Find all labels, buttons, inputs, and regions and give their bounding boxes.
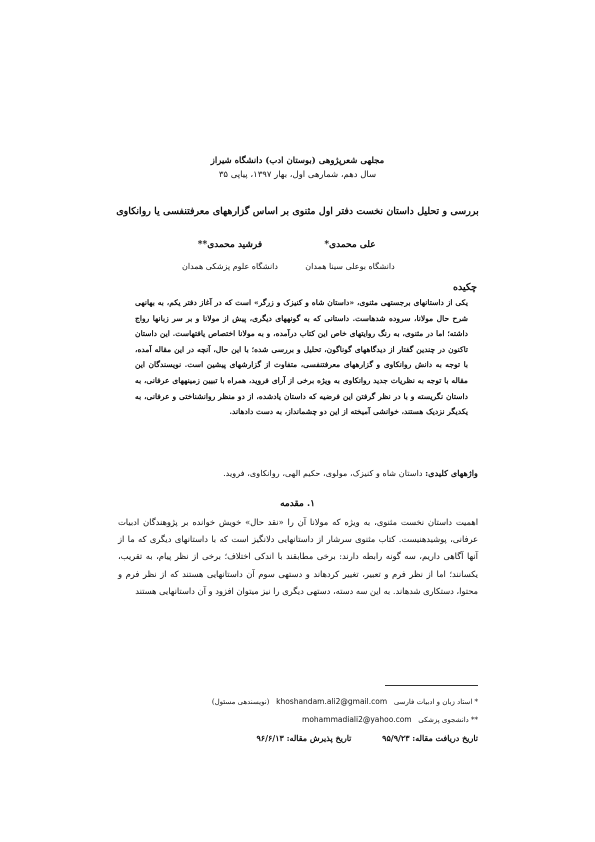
footnote-1-note: (نویسندهی مسئول)	[211, 698, 270, 706]
journal-name: مجلهی شعرپژوهی (بوستان ادب) دانشگاه شیراز	[210, 156, 385, 166]
author-2-affiliation: دانشگاه علوم پزشکی همدان	[182, 262, 278, 271]
author-2-name: فرشید محمدی**	[197, 240, 263, 250]
article-title: بررسی و تحلیل داستان نخست دفتر اول مثنوی بر اساس گزارههای معرفتنفسی یا روانکاوی	[116, 206, 479, 217]
author-1-name: علی محمدی*	[324, 240, 376, 250]
keywords	[135, 466, 478, 480]
keywords-label: واژههای کلیدی:	[425, 468, 478, 478]
footnote-1-text: * استاد زبان و ادبیات فارسی	[393, 698, 478, 706]
author-1-affiliation: دانشگاه بوعلی سینا همدان	[305, 262, 395, 271]
section-heading: ۱. مقدمه	[280, 499, 315, 509]
article-dates	[118, 733, 478, 743]
abstract-text: یکی از داستانهای برجستهی مثنوی، «داستان شاه و کنیزک و زرگر» است که در آغاز دفتر یکم، به بهانهی شرح حال مولانا، سروده شدهاست. داستانی که به گونههای دیگری، پیش از مولانا و بر سر زبانها رواج داشته؛ اما در مثنوی، به رنگ روایتهای خاص این کتاب درآمده، و به مولانا اختصاص یافتهاست. این داستان تاکنون در چندین گفتار از دیدگاههای گوناگون، تحلیل و بررسی شده؛ با این حال، آنچه در این مقاله آمده، با توجه به دانش روانکاوی و گزارههای معرفتنفسی، متفاوت از گزارشهای پیشین است. نویسندگان این مقاله با توجه به نظریات جدید روانکاوی به ویژه برخی از آرای فروید، همراه با تبیین زمینههای عرفانی، به داستان نگریسته و با در نظر گرفتن این فرضیه که داستان یادشده، از دو منظر روانشناختی و عرفانی، به یکدیگر نزدیک هستند، خوانشی آمیخته از این دو چشمانداز، به دست دادهاند.	[135, 298, 468, 417]
received-date: تاریخ دریافت مقاله: ۹۵/۹/۲۳	[382, 733, 478, 743]
section-body-text: اهمیت داستان نخست مثنوی، به ویژه که مولانا آن را «نقد حال» خویش خوانده بر پژوهندگان ادبیات عرفانی، پوشیدهنیست. کتاب مثنوی سرشار از داستانهایی دلانگیز است که با داستانهای دیگری که ما از آنها آگاهی داریم، سه گونه رابطه دارند: برخی مطابقند با اندکی اختلاف؛ برخی از نظر پیام، به تقریب، یکسانند؛ اما از نظر فرم و تعبیر، تغییر کردهاند و دستهی سوم آن داستانهایی هستند که از نظر فرم و محتوا، دستکاری شدهاند. به این سه دسته، دستهی دیگری را نیز میتوان افزود و آن داستانهایی هستند	[118, 517, 478, 596]
footnote-1	[118, 697, 478, 706]
keywords-text: داستان شاه و کنیزک، مولوی، حکیم الهی، روانکاوی، فروید.	[223, 468, 423, 478]
footnote-2-email[interactable]: mohammadiali2@yahoo.com	[302, 715, 412, 724]
footnote-1-email[interactable]: khoshandam.ali2@gmail.com	[276, 697, 388, 706]
footnote-2	[118, 715, 478, 724]
footnote-2-text: ** دانشجوی پزشکی	[418, 716, 478, 724]
abstract-heading: چکیده	[453, 282, 477, 293]
journal-issue-line: سال دهم، شمارهی اول، بهار ۱۳۹۷، پیاپی ۳۵	[218, 170, 377, 180]
accepted-date: تاریخ پذیرش مقاله: ۹۶/۶/۱۳	[256, 733, 352, 743]
footnote-divider	[385, 685, 478, 686]
